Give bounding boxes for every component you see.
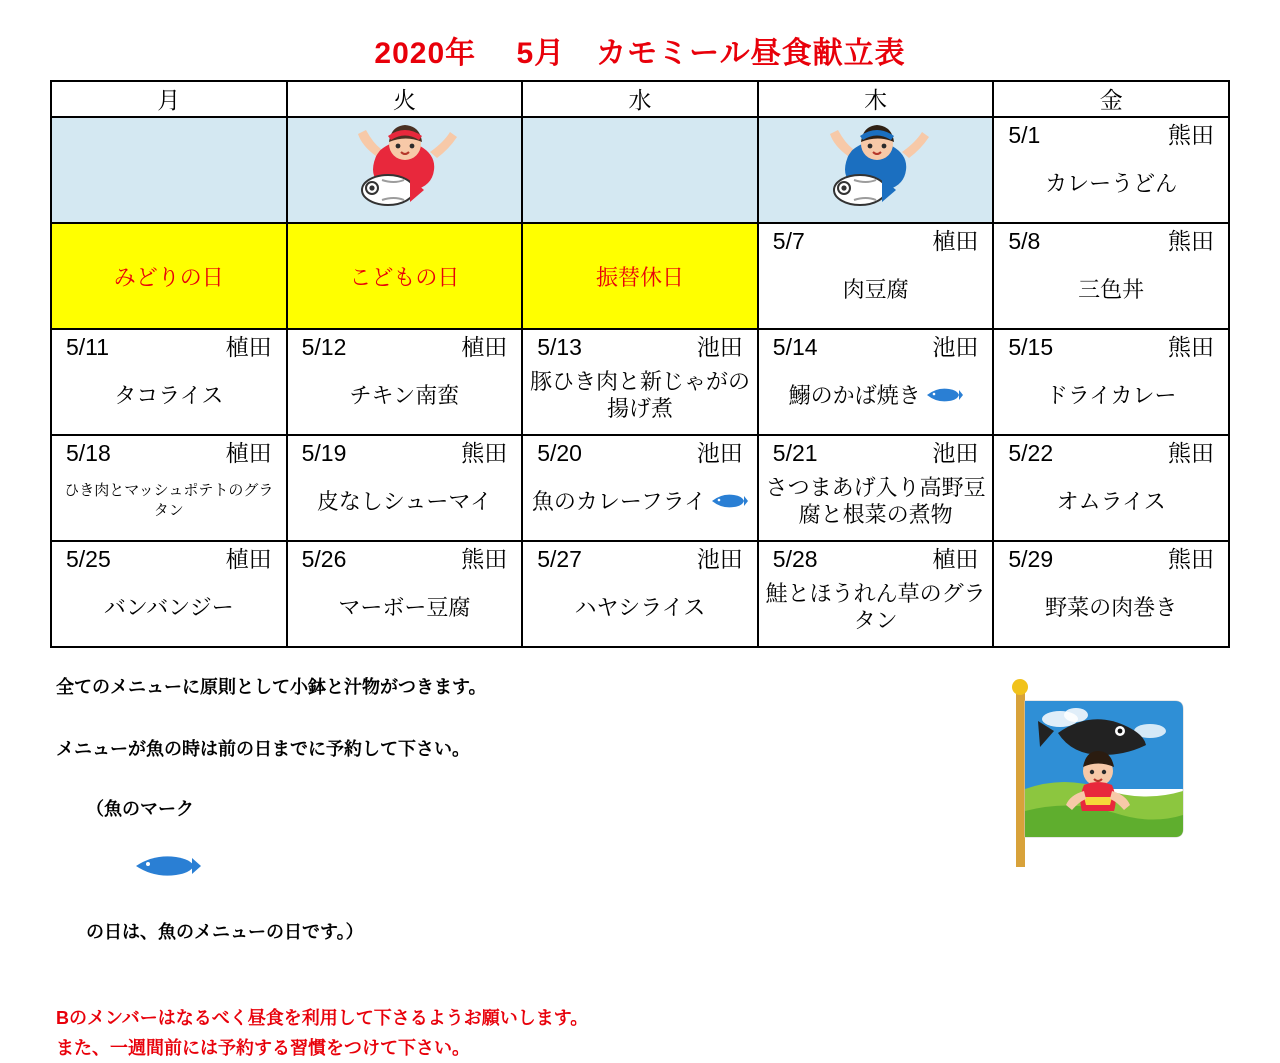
cell-date: 5/25: [66, 546, 111, 572]
cell-menu-text: チキン南蛮: [349, 382, 460, 408]
holiday-label: みどりの日: [113, 264, 224, 290]
cell-header: [523, 542, 757, 574]
cell-staff: 植田: [225, 334, 272, 360]
note-block-fish: [56, 734, 956, 977]
cell-header: [994, 542, 1228, 574]
cell-menu-text: マーボー豆腐: [338, 594, 471, 620]
koinobori-red-icon: [288, 118, 522, 222]
calendar-cell-illustration: [287, 117, 523, 223]
cell-staff: 池田: [932, 334, 979, 360]
weekday-header-mon: 月: [51, 81, 287, 117]
calendar-cell-menu: [993, 435, 1229, 541]
holiday-label: 振替休日: [595, 264, 684, 290]
calendar-cell-empty: [51, 117, 287, 223]
table-row: [51, 117, 1229, 223]
cell-staff: 池田: [696, 334, 743, 360]
cell-menu-text: カレーうどん: [1045, 170, 1178, 196]
table-row: [51, 223, 1229, 329]
cell-date: 5/13: [537, 334, 582, 360]
calendar-container: [50, 80, 1230, 648]
page-title: 2020年 5月 カモミール昼食献立表: [374, 37, 906, 70]
cell-header: [759, 542, 993, 574]
calendar-cell-holiday: [522, 223, 758, 329]
cell-menu-text: ハヤシライス: [574, 594, 706, 620]
calendar-cell-holiday: [287, 223, 523, 329]
calendar-cell-illustration: [758, 117, 994, 223]
cell-staff: 池田: [696, 440, 743, 466]
cell-staff: 植田: [225, 440, 272, 466]
cell-header: [759, 330, 993, 362]
cell-menu-text: 三色丼: [1078, 276, 1145, 302]
calendar-cell-menu: [287, 435, 523, 541]
calendar-cell-menu: [51, 329, 287, 435]
cell-header: [994, 224, 1228, 256]
cell-menu-text: バンバンジー: [103, 594, 234, 620]
cell-date: 5/14: [772, 334, 818, 360]
fish-icon: [92, 824, 202, 917]
cell-menu-text: タコライス: [114, 382, 224, 408]
note-spacer: [56, 702, 956, 716]
table-row: [51, 435, 1229, 541]
cell-staff: 熊田: [461, 440, 508, 466]
calendar-cell-menu: [51, 435, 287, 541]
table-row: [51, 329, 1229, 435]
cell-date: 5/21: [772, 440, 818, 466]
calendar-cell-menu: [287, 329, 523, 435]
cell-staff: 熊田: [1168, 122, 1214, 148]
calendar-cell-menu: [522, 329, 758, 435]
cell-menu-body: [523, 468, 757, 534]
cell-header: [52, 542, 286, 574]
cell-menu-text: ひき肉とマッシュポテトのグラタン: [64, 482, 274, 519]
cell-staff: 熊田: [461, 546, 508, 572]
cell-date: 5/27: [537, 546, 582, 572]
cell-menu-text: 野菜の肉巻き: [1045, 594, 1178, 620]
fish-icon: [710, 488, 748, 515]
cell-menu-body: [759, 362, 993, 428]
calendar-cell-menu: [522, 435, 758, 541]
notes-section: [56, 672, 956, 1063]
cell-date: 5/7: [772, 228, 805, 254]
cell-staff: 熊田: [1168, 228, 1214, 254]
note-line-3-prefix: （魚のマーク: [86, 799, 195, 819]
holiday-label: こどもの日: [349, 264, 460, 290]
cell-header: [52, 330, 286, 362]
table-header-row: [51, 81, 1229, 117]
weekday-header-wed: 水: [522, 81, 758, 117]
cell-staff: 植田: [225, 546, 272, 572]
cell-staff: 熊田: [1168, 334, 1214, 360]
cell-date: 5/1: [1008, 122, 1041, 148]
note-line-5: また、一週間前には予約する習慣をつけて下さい。: [56, 1038, 470, 1058]
cell-date: 5/11: [66, 334, 110, 360]
menu-calendar-table: [50, 80, 1230, 648]
note-line-3: [56, 764, 956, 977]
cell-menu-text: 豚ひき肉と新じゃがの揚げ煮: [529, 369, 750, 421]
weekday-header-fri: 金: [993, 81, 1229, 117]
cell-menu-text: ドライカレー: [1045, 382, 1177, 408]
calendar-cell-menu: [993, 541, 1229, 647]
cell-menu-text: さつまあげ入り高野豆腐と根菜の煮物: [765, 475, 986, 527]
cell-staff: 池田: [696, 546, 743, 572]
calendar-cell-menu: [287, 541, 523, 647]
calendar-cell-menu: [993, 223, 1229, 329]
cell-menu-text: 鮭とほうれん草のグラタン: [765, 581, 986, 633]
weekday-header-thu: 木: [758, 81, 994, 117]
cell-header: [759, 224, 993, 256]
cell-menu-text: 鰯のかば焼き: [788, 382, 921, 408]
cell-menu-text: 肉豆腐: [842, 276, 909, 302]
cell-header: [288, 436, 522, 468]
cell-staff: 熊田: [1168, 440, 1214, 466]
cell-header: [523, 436, 757, 468]
cell-date: 5/26: [301, 546, 347, 572]
cell-menu-text: 魚のカレーフライ: [531, 488, 707, 514]
cell-date: 5/12: [301, 334, 347, 360]
cell-header: [994, 118, 1228, 150]
cell-date: 5/8: [1008, 228, 1041, 254]
calendar-cell-empty: [522, 117, 758, 223]
cell-staff: 植田: [461, 334, 508, 360]
cell-staff: 池田: [932, 440, 979, 466]
cell-date: 5/20: [537, 440, 582, 466]
cell-staff: 植田: [932, 228, 979, 254]
note-line-3-suffix: の日は、魚のメニューの日です。）: [86, 922, 364, 942]
cell-menu-text: 皮なしシューマイ: [316, 488, 492, 514]
cell-header: [288, 542, 522, 574]
calendar-cell-menu: [758, 329, 994, 435]
cell-header: [52, 436, 286, 468]
fish-icon: [925, 382, 963, 409]
cell-header: [288, 330, 522, 362]
note-line-4: Bのメンバーはなるべく昼食を利用して下さるようお願いします。: [56, 1008, 589, 1028]
cell-header: [759, 436, 993, 468]
calendar-cell-menu: [522, 541, 758, 647]
table-row: [51, 541, 1229, 647]
cell-header: [994, 436, 1228, 468]
note-block-request: [56, 1003, 956, 1063]
calendar-cell-menu: [758, 223, 994, 329]
cell-date: 5/22: [1008, 440, 1054, 466]
cell-header: [994, 330, 1228, 362]
weekday-header-tue: 火: [287, 81, 523, 117]
koinobori-flag-icon: [980, 675, 1210, 875]
calendar-cell-menu: [758, 541, 994, 647]
cell-staff: 植田: [932, 546, 979, 572]
cell-date: 5/29: [1008, 546, 1054, 572]
calendar-cell-menu: [993, 329, 1229, 435]
koinobori-blue-icon: [759, 118, 993, 222]
note-line-2: メニューが魚の時は前の日までに予約して下さい。: [56, 739, 470, 759]
cell-date: 5/28: [772, 546, 818, 572]
cell-staff: 熊田: [1168, 546, 1214, 572]
note-line-1: 全てのメニューに原則として小鉢と汁物がつきます。: [56, 677, 487, 697]
calendar-cell-menu: [51, 541, 287, 647]
cell-date: 5/15: [1008, 334, 1054, 360]
cell-date: 5/19: [301, 440, 347, 466]
calendar-cell-menu: [993, 117, 1229, 223]
cell-header: [523, 330, 757, 362]
calendar-cell-holiday: [51, 223, 287, 329]
cell-menu-text: オムライス: [1056, 488, 1166, 514]
cell-date: 5/18: [66, 440, 111, 466]
calendar-cell-menu: [758, 435, 994, 541]
